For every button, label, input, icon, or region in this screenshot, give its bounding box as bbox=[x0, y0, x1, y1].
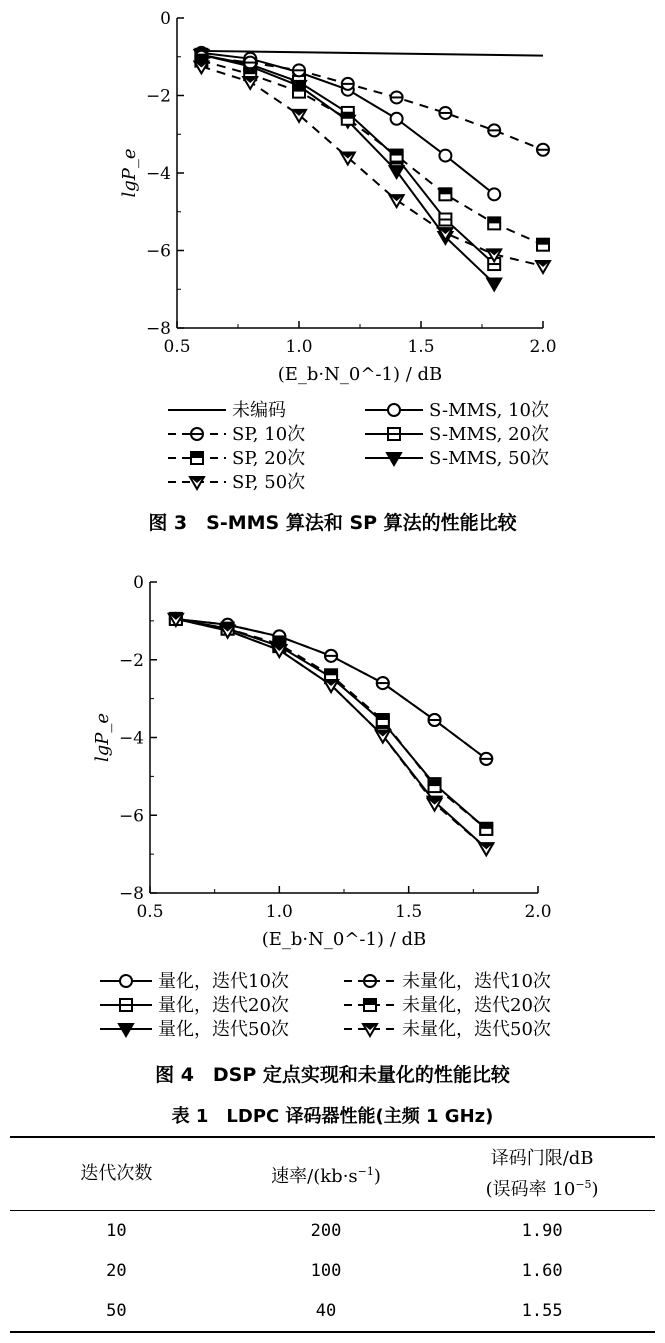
header-rate-prefix: 速率/(kb·s bbox=[271, 1165, 358, 1187]
data-point bbox=[429, 714, 441, 726]
legend-entry-3 bbox=[344, 971, 551, 992]
series-1 bbox=[170, 613, 492, 835]
table-header-row bbox=[10, 1137, 655, 1211]
legend-entry-6 bbox=[168, 472, 305, 493]
cell-threshold: 1.55 bbox=[521, 1301, 563, 1321]
marker-fill bbox=[273, 638, 285, 644]
legend-entry-5 bbox=[344, 1019, 551, 1040]
data-point bbox=[428, 799, 442, 811]
data-point bbox=[243, 77, 257, 89]
marker-fill bbox=[191, 452, 203, 458]
table-row bbox=[10, 1291, 655, 1332]
data-point bbox=[391, 150, 403, 162]
cell-iterations: 50 bbox=[106, 1301, 127, 1321]
data-point bbox=[480, 753, 492, 765]
marker-fill bbox=[195, 55, 207, 61]
data-point bbox=[439, 150, 451, 162]
table-1-title: 表 1 LDPC 译码器性能(主频 1 GHz) bbox=[171, 1106, 494, 1127]
data-point bbox=[479, 843, 493, 855]
legend-marker bbox=[191, 428, 203, 440]
legend-entry-2 bbox=[100, 1019, 289, 1040]
x-tick-label: 1.5 bbox=[395, 902, 423, 922]
legend-marker bbox=[388, 404, 400, 416]
cell-iterations: 20 bbox=[106, 1261, 127, 1281]
cell-rate: 200 bbox=[310, 1221, 342, 1241]
marker-fill bbox=[342, 113, 354, 119]
y-axis-label: lgP_e bbox=[92, 712, 113, 763]
data-point bbox=[377, 714, 389, 726]
series-line bbox=[201, 66, 543, 266]
legend-label: SP, 20次 bbox=[232, 448, 306, 469]
legend-entry-4 bbox=[168, 424, 305, 445]
legend-label: 未量化，迭代50次 bbox=[402, 1019, 551, 1040]
cell-rate: 40 bbox=[315, 1301, 337, 1321]
x-tick-label: 2.0 bbox=[529, 337, 557, 357]
marker-fill bbox=[293, 86, 305, 92]
y-tick-label: −4 bbox=[145, 164, 171, 184]
legend-entry-4 bbox=[344, 995, 551, 1016]
data-point bbox=[439, 107, 451, 119]
legend-label: 量化，迭代10次 bbox=[158, 971, 289, 992]
legend-entry-3 bbox=[365, 448, 549, 469]
legend-marker bbox=[388, 428, 400, 440]
marker-fill bbox=[537, 239, 549, 245]
marker-fill bbox=[429, 780, 441, 786]
marker-fill bbox=[364, 999, 376, 1005]
legend-label: 未量化，迭代10次 bbox=[402, 971, 551, 992]
data-point bbox=[429, 780, 441, 792]
data-point bbox=[390, 195, 404, 207]
data-point bbox=[488, 124, 500, 136]
series-6 bbox=[194, 61, 550, 273]
y-tick-label: −6 bbox=[145, 241, 171, 262]
marker-fill bbox=[488, 217, 500, 223]
legend-entry-0 bbox=[168, 400, 286, 421]
marker-fill bbox=[391, 150, 403, 156]
table-1 bbox=[10, 1102, 655, 1333]
marker-outline bbox=[120, 975, 132, 987]
y-tick-label: −8 bbox=[145, 319, 171, 339]
series-4 bbox=[170, 613, 492, 835]
legend-marker bbox=[364, 975, 376, 987]
data-point bbox=[391, 91, 403, 103]
data-point bbox=[244, 57, 256, 69]
marker-outline bbox=[439, 150, 451, 162]
header-threshold-line2 bbox=[429, 1172, 655, 1203]
data-point bbox=[293, 64, 305, 76]
x-tick-label: 0.5 bbox=[136, 902, 164, 922]
performance-table bbox=[10, 1136, 655, 1333]
table-row bbox=[10, 1251, 655, 1291]
header-iterations: 迭代次数 bbox=[80, 1163, 153, 1184]
data-point bbox=[537, 144, 549, 156]
header-threshold bbox=[429, 1137, 655, 1211]
figure-4-caption: 图 4 DSP 定点实现和未量化的性能比较 bbox=[155, 1064, 510, 1086]
legend-label: 量化，迭代20次 bbox=[158, 995, 289, 1016]
legend-label: SP, 10次 bbox=[232, 424, 306, 445]
legend-marker bbox=[364, 999, 376, 1011]
legend-entry-5 bbox=[168, 448, 305, 469]
legend-label: S-MMS, 10次 bbox=[429, 400, 549, 421]
legend-label: 未编码 bbox=[232, 400, 286, 421]
legend-label: S-MMS, 50次 bbox=[429, 448, 549, 469]
legend-entry-2 bbox=[365, 424, 549, 445]
y-tick-label: 0 bbox=[160, 9, 171, 29]
data-point bbox=[342, 113, 354, 125]
cell-rate: 100 bbox=[310, 1261, 342, 1281]
data-point bbox=[536, 261, 550, 273]
data-point bbox=[377, 677, 389, 689]
header-rate bbox=[223, 1137, 429, 1211]
y-tick-label: −2 bbox=[145, 86, 171, 107]
header-rate-suffix: ) bbox=[373, 1165, 381, 1187]
legend-marker bbox=[191, 452, 203, 464]
data-point bbox=[439, 214, 451, 226]
marker-outline bbox=[391, 113, 403, 125]
data-point bbox=[325, 650, 337, 662]
x-axis-label: (E_b·N_0^-1) / dB bbox=[277, 364, 443, 385]
data-point bbox=[488, 188, 500, 200]
data-point bbox=[488, 217, 500, 229]
x-tick-label: 0.5 bbox=[163, 337, 191, 357]
data-point bbox=[439, 188, 451, 200]
data-point bbox=[391, 113, 403, 125]
y-tick-label: −4 bbox=[118, 728, 144, 749]
marker-fill bbox=[480, 823, 492, 829]
legend-label: S-MMS, 20次 bbox=[429, 424, 549, 445]
legend-entry-1 bbox=[365, 400, 549, 421]
marker-fill bbox=[377, 714, 389, 720]
legend bbox=[168, 400, 549, 493]
y-tick-label: 0 bbox=[133, 573, 144, 593]
marker-fill bbox=[244, 68, 256, 74]
data-point bbox=[487, 278, 501, 290]
header-threshold-prefix: (误码率 10 bbox=[485, 1178, 576, 1200]
cell-threshold: 1.60 bbox=[521, 1261, 563, 1281]
chart-1 bbox=[119, 9, 557, 493]
data-point bbox=[342, 78, 354, 90]
y-axis-label: lgP_e bbox=[119, 148, 140, 198]
data-point bbox=[480, 823, 492, 835]
marker-fill bbox=[439, 188, 451, 194]
marker-outline bbox=[488, 188, 500, 200]
data-point bbox=[537, 239, 549, 251]
cell-threshold: 1.90 bbox=[521, 1221, 563, 1241]
cell-iterations: 10 bbox=[106, 1221, 127, 1241]
header-threshold-exp: −5 bbox=[575, 1177, 592, 1191]
header-threshold-line1: 译码门限/dB bbox=[490, 1147, 594, 1169]
x-tick-label: 1.5 bbox=[407, 337, 435, 357]
data-point bbox=[293, 86, 305, 98]
x-tick-label: 1.0 bbox=[285, 337, 313, 357]
legend-entry-1 bbox=[100, 995, 289, 1016]
chart-2 bbox=[92, 573, 552, 1040]
marker-fill bbox=[325, 669, 337, 675]
y-tick-label: −6 bbox=[118, 806, 144, 827]
table-row bbox=[10, 1211, 655, 1252]
header-rate-exp: −1 bbox=[357, 1164, 374, 1178]
x-tick-label: 1.0 bbox=[265, 902, 293, 922]
figure-3-caption: 图 3 S-MMS 算法和 SP 算法的性能比较 bbox=[148, 512, 517, 534]
legend bbox=[100, 971, 551, 1040]
marker-outline bbox=[487, 278, 501, 290]
legend-label: 量化，迭代50次 bbox=[158, 1019, 289, 1040]
header-threshold-suffix: ) bbox=[591, 1178, 599, 1200]
x-tick-label: 2.0 bbox=[524, 902, 552, 922]
legend-marker bbox=[120, 999, 132, 1011]
legend-entry-0 bbox=[100, 971, 289, 992]
y-tick-label: −8 bbox=[118, 884, 144, 904]
y-tick-label: −2 bbox=[118, 650, 144, 671]
legend-marker bbox=[120, 975, 132, 987]
legend-label: SP, 50次 bbox=[232, 472, 306, 493]
legend-label: 未量化，迭代20次 bbox=[402, 995, 551, 1016]
x-axis-label: (E_b·N_0^-1) / dB bbox=[261, 929, 427, 950]
marker-outline bbox=[388, 404, 400, 416]
